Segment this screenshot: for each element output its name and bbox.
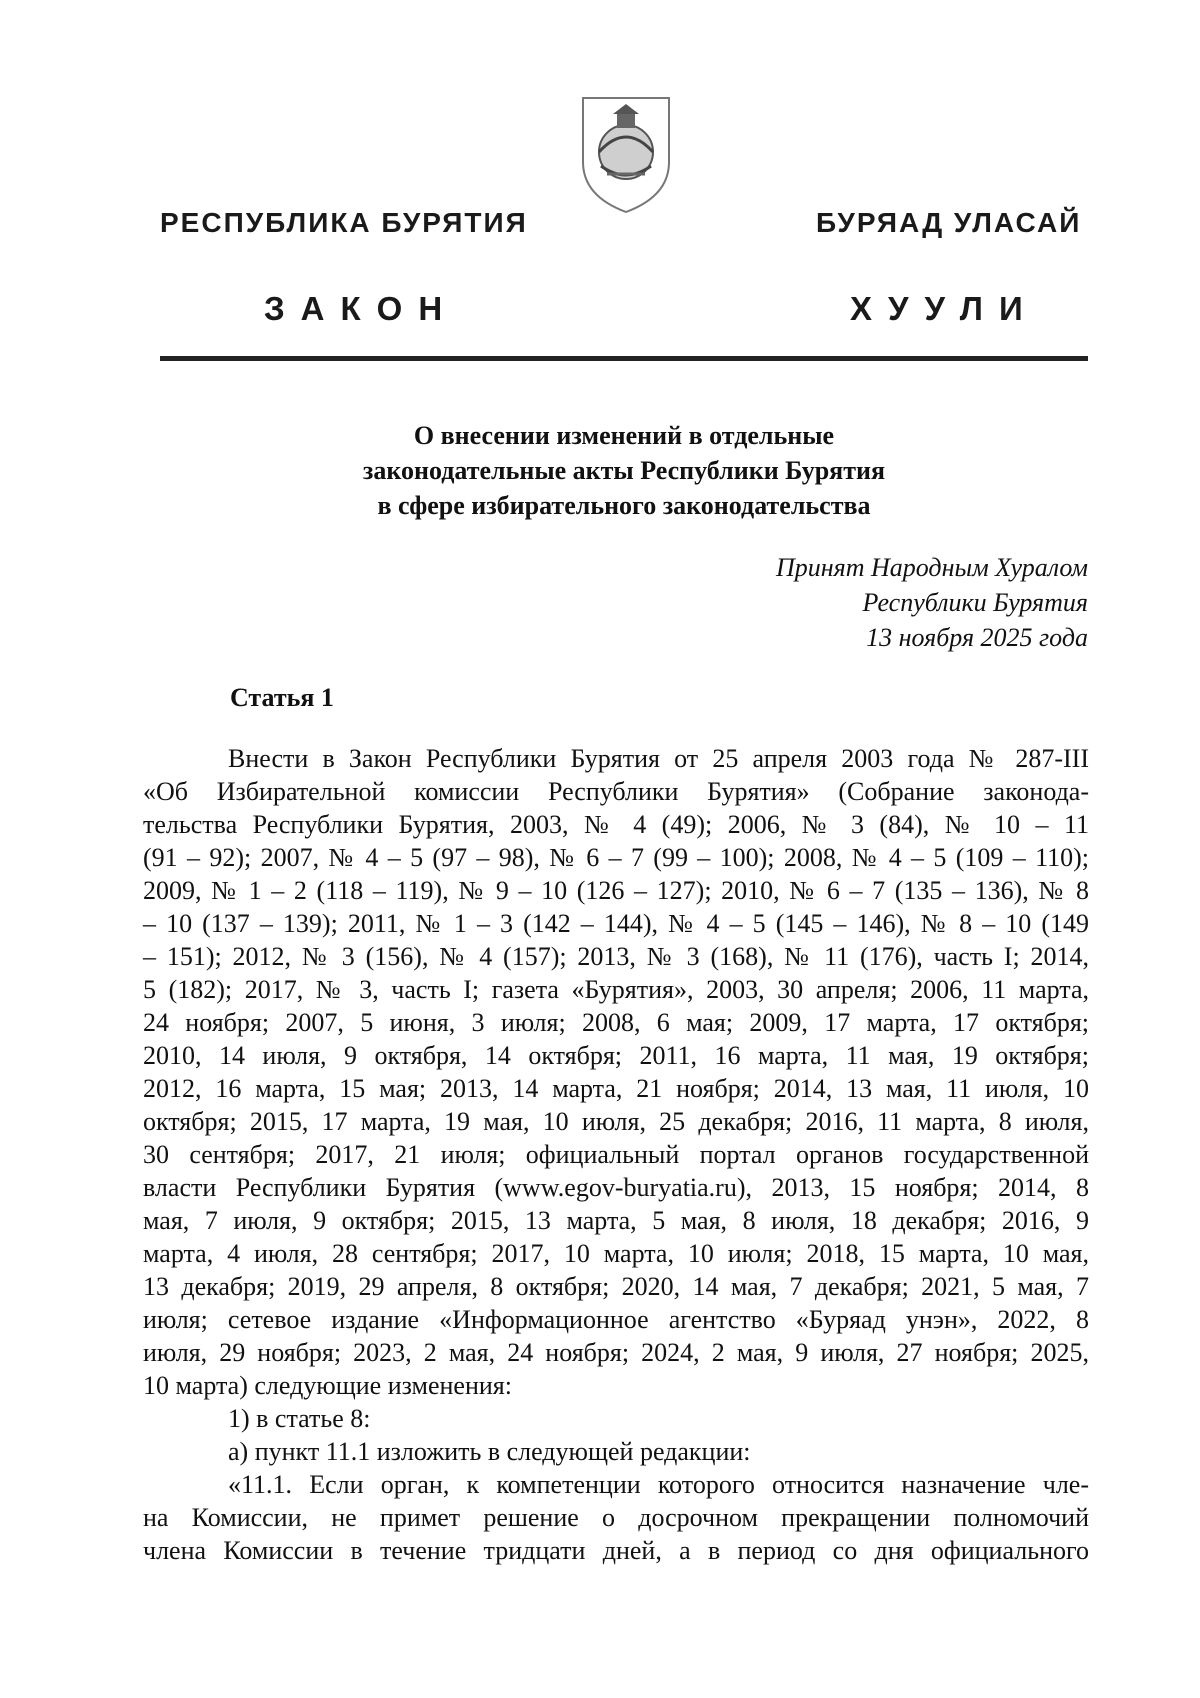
body-line: – 10 (137 – 139); 2011, № 1 – 3 (142 – 144), № 4 – 5 (145 – 146), № 8 – 10 (149: [143, 909, 1089, 938]
republic-name-buryat: БУРЯАД УЛАСАЙ: [816, 207, 1082, 238]
body-line: «Об Избирательной комиссии Республики Бурятия» (Собрание законода-: [143, 777, 1089, 806]
law-title-line: законодательные акты Республики Бурятия: [362, 456, 886, 485]
body-line: 2009, № 1 – 2 (118 – 119), № 9 – 10 (126 – 127); 2010, № 6 – 7 (135 – 136), № 8: [143, 876, 1089, 905]
law-title-line: О внесении изменений в отдельные: [413, 421, 835, 450]
body-line: 5 (182); 2017, № 3, часть I; газета «Бурятия», 2003, 30 апреля; 2006, 11 марта,: [143, 975, 1089, 1004]
adoption-line: Республики Бурятия: [862, 588, 1088, 617]
body-line: «11.1. Если орган, к компетенции которого относится назначение чле-: [228, 1470, 1089, 1499]
body-line: 13 декабря; 2019, 29 апреля, 8 октября; 2020, 14 мая, 7 декабря; 2021, 5 мая, 7: [143, 1272, 1089, 1301]
coat-of-arms-icon: [577, 92, 675, 216]
adoption-note: [776, 550, 1088, 655]
article-heading: Статья 1: [230, 683, 334, 712]
body-line: октября; 2015, 17 марта, 19 мая, 10 июля, 25 декабря; 2016, 11 марта, 8 июля,: [143, 1107, 1089, 1136]
body-line: 2012, 16 марта, 15 мая; 2013, 14 марта, 21 ноября; 2014, 13 мая, 11 июля, 10: [143, 1074, 1089, 1103]
adoption-date: 13 ноября 2025 года: [866, 623, 1088, 652]
body-line: на Комиссии, не примет решение о досрочном прекращении полномочий: [143, 1503, 1089, 1532]
body-line: 1) в статье 8:: [228, 1404, 371, 1433]
body-line: 24 ноября; 2007, 5 июня, 3 июля; 2008, 6 мая; 2009, 17 марта, 17 октября;: [143, 1008, 1089, 1037]
body-line: – 151); 2012, № 3 (156), № 4 (157); 2013, № 3 (168), № 11 (176), часть I; 2014,: [143, 942, 1089, 971]
body-line: июля, 29 ноября; 2023, 2 мая, 24 ноября; 2024, 2 мая, 9 июля, 27 ноября; 2025,: [143, 1338, 1089, 1367]
body-line: Внести в Закон Республики Бурятия от 25 апреля 2003 года № 287-III: [228, 744, 1089, 773]
body-line: 10 марта) следующие изменения:: [143, 1371, 512, 1400]
law-title: [160, 418, 1088, 523]
body-line: власти Республики Бурятия (www.egov-buryatia.ru), 2013, 15 ноября; 2014, 8: [143, 1173, 1089, 1202]
law-label-russian: ЗАКОН: [264, 290, 459, 327]
body-line: (91 – 92); 2007, № 4 – 5 (97 – 98), № 6 – 7 (99 – 100); 2008, № 4 – 5 (109 – 110);: [143, 843, 1089, 872]
body-line: марта, 4 июля, 28 сентября; 2017, 10 марта, 10 июля; 2018, 15 марта, 10 мая,: [143, 1239, 1089, 1268]
republic-name-russian: РЕСПУБЛИКА БУРЯТИЯ: [160, 207, 528, 238]
law-label-buryat: ХУУЛИ: [850, 290, 1039, 327]
header-divider: [160, 356, 1088, 361]
body-line: мая, 7 июля, 9 октября; 2015, 13 марта, 5 мая, 8 июля, 18 декабря; 2016, 9: [143, 1206, 1089, 1235]
body-line: июля; сетевое издание «Информационное агентство «Буряад унэн», 2022, 8: [143, 1305, 1089, 1334]
article-body: [143, 742, 1089, 1567]
adoption-line: Принят Народным Хуралом: [775, 553, 1088, 582]
body-line: 30 сентября; 2017, 21 июля; официальный портал органов государственной: [143, 1140, 1089, 1169]
body-line: члена Комиссии в течение тридцати дней, а в период со дня официального: [143, 1536, 1089, 1565]
law-title-line: в сфере избирательного законодательства: [377, 491, 871, 520]
body-line: тельства Республики Бурятия, 2003, № 4 (49); 2006, № 3 (84), № 10 – 11: [143, 810, 1089, 839]
body-line: 2010, 14 июля, 9 октября, 14 октября; 2011, 16 марта, 11 мая, 19 октября;: [143, 1041, 1089, 1070]
body-line: а) пункт 11.1 изложить в следующей редакции:: [228, 1437, 751, 1466]
